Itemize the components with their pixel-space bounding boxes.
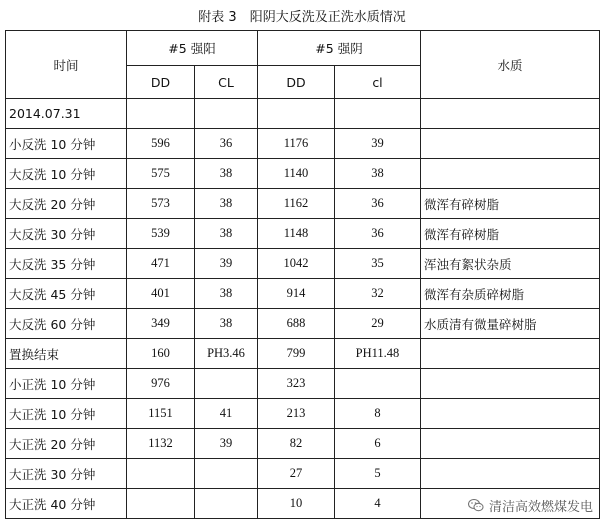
cell-cl-strong-anion: 36	[335, 189, 421, 219]
cell-dd-strong-cation: 1132	[127, 429, 195, 459]
cell-time: 置换结束	[6, 339, 127, 369]
cell-dd-strong-anion: 10	[258, 489, 335, 519]
cell-water-quality	[421, 159, 600, 189]
cell-dd-strong-anion: 323	[258, 369, 335, 399]
cell-cl-strong-anion: 29	[335, 309, 421, 339]
cell-water-quality	[421, 429, 600, 459]
table-row	[6, 129, 600, 159]
cell-time: 大正洗 30 分钟	[6, 459, 127, 489]
cell-dd-strong-cation: 1151	[127, 399, 195, 429]
cell-dd-strong-cation: 160	[127, 339, 195, 369]
cell-cl-strong-anion	[335, 99, 421, 129]
cell-dd-strong-cation: 575	[127, 159, 195, 189]
cell-cl-strong-anion: 32	[335, 279, 421, 309]
cell-cl-strong-cation	[195, 99, 258, 129]
cell-time: 2014.07.31	[6, 99, 127, 129]
cell-time: 大反洗 30 分钟	[6, 219, 127, 249]
cell-cl-strong-anion: 38	[335, 159, 421, 189]
cell-cl-strong-cation: 41	[195, 399, 258, 429]
cell-dd-strong-anion: 1140	[258, 159, 335, 189]
cell-dd-strong-anion: 1162	[258, 189, 335, 219]
cell-time: 大反洗 20 分钟	[6, 189, 127, 219]
cell-dd-strong-cation: 471	[127, 249, 195, 279]
table-row	[6, 369, 600, 399]
cell-water-quality: 水质清有微量碎树脂	[421, 309, 600, 339]
header-row	[6, 31, 600, 66]
cell-water-quality	[421, 99, 600, 129]
table-row	[6, 99, 600, 129]
water-quality-table	[5, 30, 600, 519]
cell-dd-strong-cation: 976	[127, 369, 195, 399]
cell-cl-strong-cation: 38	[195, 309, 258, 339]
cell-cl-strong-cation	[195, 459, 258, 489]
subheader-cl-2: cl	[335, 66, 421, 99]
cell-dd-strong-anion: 914	[258, 279, 335, 309]
cell-dd-strong-anion: 799	[258, 339, 335, 369]
cell-time: 大正洗 20 分钟	[6, 429, 127, 459]
cell-time: 大反洗 10 分钟	[6, 159, 127, 189]
cell-cl-strong-cation: 38	[195, 159, 258, 189]
table-title: 附表 3 阳阴大反洗及正洗水质情况	[198, 10, 406, 25]
table-body	[6, 99, 600, 519]
cell-dd-strong-anion: 82	[258, 429, 335, 459]
table-row	[6, 279, 600, 309]
table-row	[6, 189, 600, 219]
cell-dd-strong-anion: 1176	[258, 129, 335, 159]
cell-water-quality	[421, 129, 600, 159]
cell-dd-strong-anion: 1148	[258, 219, 335, 249]
cell-cl-strong-cation	[195, 369, 258, 399]
cell-cl-strong-anion: 4	[335, 489, 421, 519]
cell-cl-strong-cation: 38	[195, 189, 258, 219]
table-row	[6, 429, 600, 459]
cell-water-quality	[421, 399, 600, 429]
cell-time: 大反洗 45 分钟	[6, 279, 127, 309]
cell-dd-strong-anion: 688	[258, 309, 335, 339]
cell-time: 大正洗 10 分钟	[6, 399, 127, 429]
table-row	[6, 399, 600, 429]
header-time: 时间	[6, 31, 127, 99]
header-group-strong-cation: #5 强阳	[127, 31, 258, 66]
cell-cl-strong-anion: 39	[335, 129, 421, 159]
cell-time: 小正洗 10 分钟	[6, 369, 127, 399]
cell-water-quality	[421, 369, 600, 399]
cell-dd-strong-cation: 539	[127, 219, 195, 249]
cell-cl-strong-anion: 8	[335, 399, 421, 429]
cell-cl-strong-anion: PH11.48	[335, 339, 421, 369]
cell-cl-strong-cation: 38	[195, 219, 258, 249]
cell-dd-strong-anion	[258, 99, 335, 129]
cell-dd-strong-cation: 349	[127, 309, 195, 339]
table-row	[6, 249, 600, 279]
cell-dd-strong-cation	[127, 489, 195, 519]
table-row	[6, 339, 600, 369]
cell-cl-strong-anion: 6	[335, 429, 421, 459]
cell-time: 大反洗 60 分钟	[6, 309, 127, 339]
wechat-icon	[468, 499, 484, 512]
cell-dd-strong-anion: 27	[258, 459, 335, 489]
cell-dd-strong-cation	[127, 459, 195, 489]
cell-cl-strong-cation: 39	[195, 429, 258, 459]
cell-cl-strong-cation: PH3.46	[195, 339, 258, 369]
cell-cl-strong-cation	[195, 489, 258, 519]
cell-water-quality	[421, 339, 600, 369]
table-row	[6, 459, 600, 489]
subheader-dd-2: DD	[258, 66, 335, 99]
watermark	[465, 495, 596, 516]
cell-time: 大反洗 35 分钟	[6, 249, 127, 279]
cell-cl-strong-anion: 36	[335, 219, 421, 249]
table-row	[6, 219, 600, 249]
cell-water-quality: 微浑有碎树脂	[421, 219, 600, 249]
cell-dd-strong-cation: 573	[127, 189, 195, 219]
cell-cl-strong-anion: 35	[335, 249, 421, 279]
cell-cl-strong-anion	[335, 369, 421, 399]
header-group-strong-anion: #5 强阴	[258, 31, 421, 66]
cell-dd-strong-cation	[127, 99, 195, 129]
table-row	[6, 159, 600, 189]
cell-cl-strong-cation: 36	[195, 129, 258, 159]
cell-dd-strong-anion: 213	[258, 399, 335, 429]
cell-time: 小反洗 10 分钟	[6, 129, 127, 159]
cell-water-quality: 浑浊有絮状杂质	[421, 249, 600, 279]
cell-cl-strong-anion: 5	[335, 459, 421, 489]
cell-dd-strong-cation: 596	[127, 129, 195, 159]
cell-water-quality: 微浑有杂质碎树脂	[421, 279, 600, 309]
subheader-cl-1: CL	[195, 66, 258, 99]
watermark-text: 清洁高效燃煤发电	[488, 500, 593, 515]
cell-cl-strong-cation: 38	[195, 279, 258, 309]
cell-dd-strong-cation: 401	[127, 279, 195, 309]
cell-time: 大正洗 40 分钟	[6, 489, 127, 519]
cell-dd-strong-anion: 1042	[258, 249, 335, 279]
header-water-quality: 水质	[421, 31, 600, 99]
table-row	[6, 309, 600, 339]
subheader-dd-1: DD	[127, 66, 195, 99]
cell-water-quality	[421, 459, 600, 489]
cell-water-quality: 微浑有碎树脂	[421, 189, 600, 219]
cell-cl-strong-cation: 39	[195, 249, 258, 279]
